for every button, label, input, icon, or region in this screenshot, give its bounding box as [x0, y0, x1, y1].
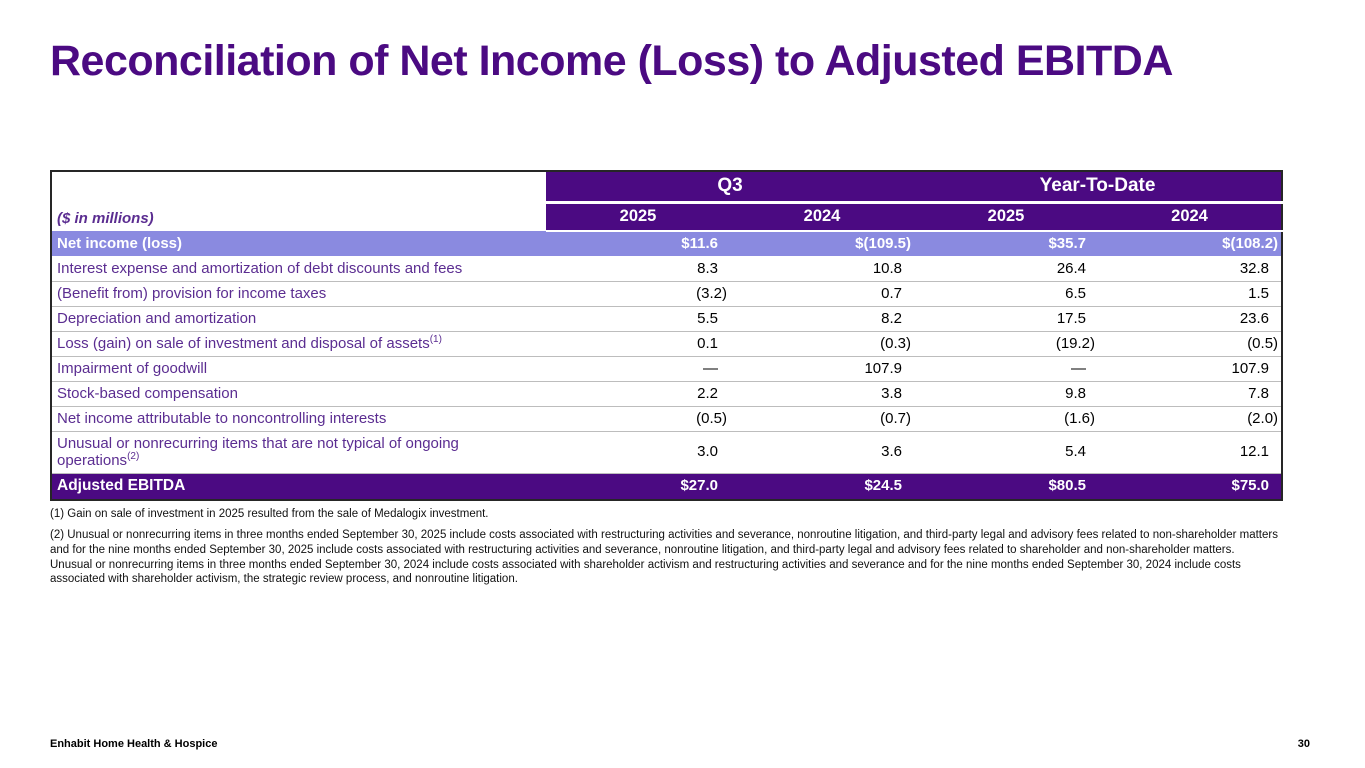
- value-cell: 8.3: [546, 257, 730, 282]
- value-cell: 8.2: [730, 307, 914, 332]
- table-row: [51, 357, 1282, 382]
- row-label: Depreciation and amortization: [51, 307, 546, 332]
- value-cell: 3.0: [546, 432, 730, 474]
- value-cell: (19.2): [914, 332, 1098, 357]
- page-number: 30: [1297, 738, 1310, 750]
- value-cell: $(108.2): [1098, 231, 1282, 257]
- value-cell: 7.8: [1098, 382, 1282, 407]
- year-header: 2025: [546, 203, 730, 232]
- row-label: Stock-based compensation: [51, 382, 546, 407]
- value-cell: $35.7: [914, 231, 1098, 257]
- reconciliation-table: [50, 170, 1283, 501]
- value-cell: 3.8: [730, 382, 914, 407]
- value-cell: 5.5: [546, 307, 730, 332]
- table-row: [51, 407, 1282, 432]
- value-cell: 2.2: [546, 382, 730, 407]
- row-label: (Benefit from) provision for income taxes: [51, 282, 546, 307]
- net-income-row: [51, 231, 1282, 257]
- row-label: Interest expense and amortization of debt discounts and fees: [51, 257, 546, 282]
- row-label: Unusual or nonrecurring items that are not typical of ongoing operations$^{(2)}$: [51, 432, 546, 474]
- row-label: Loss (gain) on sale of investment and disposal of assets$^{(1)}$: [51, 332, 546, 357]
- value-cell: $27.0: [546, 473, 730, 500]
- value-cell: 17.5: [914, 307, 1098, 332]
- value-cell: $11.6: [546, 231, 730, 257]
- table-row: [51, 307, 1282, 332]
- value-cell: 23.6: [1098, 307, 1282, 332]
- header-spacer-cell: [51, 171, 546, 203]
- value-cell: 9.8: [914, 382, 1098, 407]
- row-label: Net income (loss): [51, 231, 546, 257]
- value-cell: 32.8: [1098, 257, 1282, 282]
- value-cell: $80.5: [914, 473, 1098, 500]
- value-cell: —: [546, 357, 730, 382]
- value-cell: 6.5: [914, 282, 1098, 307]
- value-cell: 1.5: [1098, 282, 1282, 307]
- table-row: [51, 282, 1282, 307]
- value-cell: (0.3): [730, 332, 914, 357]
- value-cell: 3.6: [730, 432, 914, 474]
- value-cell: (1.6): [914, 407, 1098, 432]
- group-header-ytd: Year-To-Date: [914, 171, 1282, 203]
- value-cell: (0.7): [730, 407, 914, 432]
- value-cell: 12.1: [1098, 432, 1282, 474]
- row-label: Impairment of goodwill: [51, 357, 546, 382]
- adjusted-ebitda-row: [51, 473, 1282, 500]
- table-row: [51, 257, 1282, 282]
- table-row: [51, 332, 1282, 357]
- table-header: [51, 171, 1282, 231]
- value-cell: 10.8: [730, 257, 914, 282]
- value-cell: 0.7: [730, 282, 914, 307]
- slide-footer: [50, 738, 1310, 750]
- value-cell: —: [914, 357, 1098, 382]
- value-cell: $(109.5): [730, 231, 914, 257]
- value-cell: 26.4: [914, 257, 1098, 282]
- value-cell: $75.0: [1098, 473, 1282, 500]
- unit-label: ($ in millions): [51, 203, 546, 232]
- value-cell: 107.9: [730, 357, 914, 382]
- table-row: [51, 382, 1282, 407]
- footnote-marker: (2): [127, 451, 140, 463]
- value-cell: 107.9: [1098, 357, 1282, 382]
- footnote-1: (1) Gain on sale of investment in 2025 resulted from the sale of Medalogix investment.: [50, 507, 489, 520]
- year-header: 2024: [730, 203, 914, 232]
- value-cell: 5.4: [914, 432, 1098, 474]
- value-cell: $24.5: [730, 473, 914, 500]
- footnotes: [50, 507, 1278, 588]
- table-body: [51, 231, 1282, 500]
- company-name: Enhabit Home Health & Hospice: [50, 738, 218, 750]
- value-cell: (3.2): [546, 282, 730, 307]
- group-header-q3: Q3: [546, 171, 914, 203]
- footnote-2: (2) Unusual or nonrecurring items in three months ended September 30, 2025 include costs associated with restructuring activities and severance, nonroutine litigation, and third-party legal and advisory fees related to non-shareholder matters and for the nine months ended September 30, 2025 include costs associated with restructuring activities and severance, nonroutine litigation, and third-party legal and advisory fees related to shareholder and non-shareholder matters. Unusual or nonrecurring items in three months ended September 30, 2024 include costs associated with shareholder activism and restructuring activities and severance and for the nine months ended September 30, 2024 include costs associated with shareholder activism, the strategic review process, and nonroutine litigation.: [50, 529, 1278, 586]
- value-cell: (2.0): [1098, 407, 1282, 432]
- group-header-row: [51, 171, 1282, 203]
- footnote-marker: (1): [429, 334, 442, 345]
- value-cell: (0.5): [546, 407, 730, 432]
- value-cell: (0.5): [1098, 332, 1282, 357]
- page-title: Reconciliation of Net Income (Loss) to Adjusted EBITDA: [50, 37, 1173, 85]
- year-header: 2025: [914, 203, 1098, 232]
- value-cell: 0.1: [546, 332, 730, 357]
- row-label: Net income attributable to noncontrolling interests: [51, 407, 546, 432]
- reconciliation-section: [50, 170, 1281, 594]
- table-row: [51, 432, 1282, 474]
- row-label: Adjusted EBITDA: [51, 473, 546, 500]
- year-header: 2024: [1098, 203, 1282, 232]
- year-header-row: [51, 203, 1282, 232]
